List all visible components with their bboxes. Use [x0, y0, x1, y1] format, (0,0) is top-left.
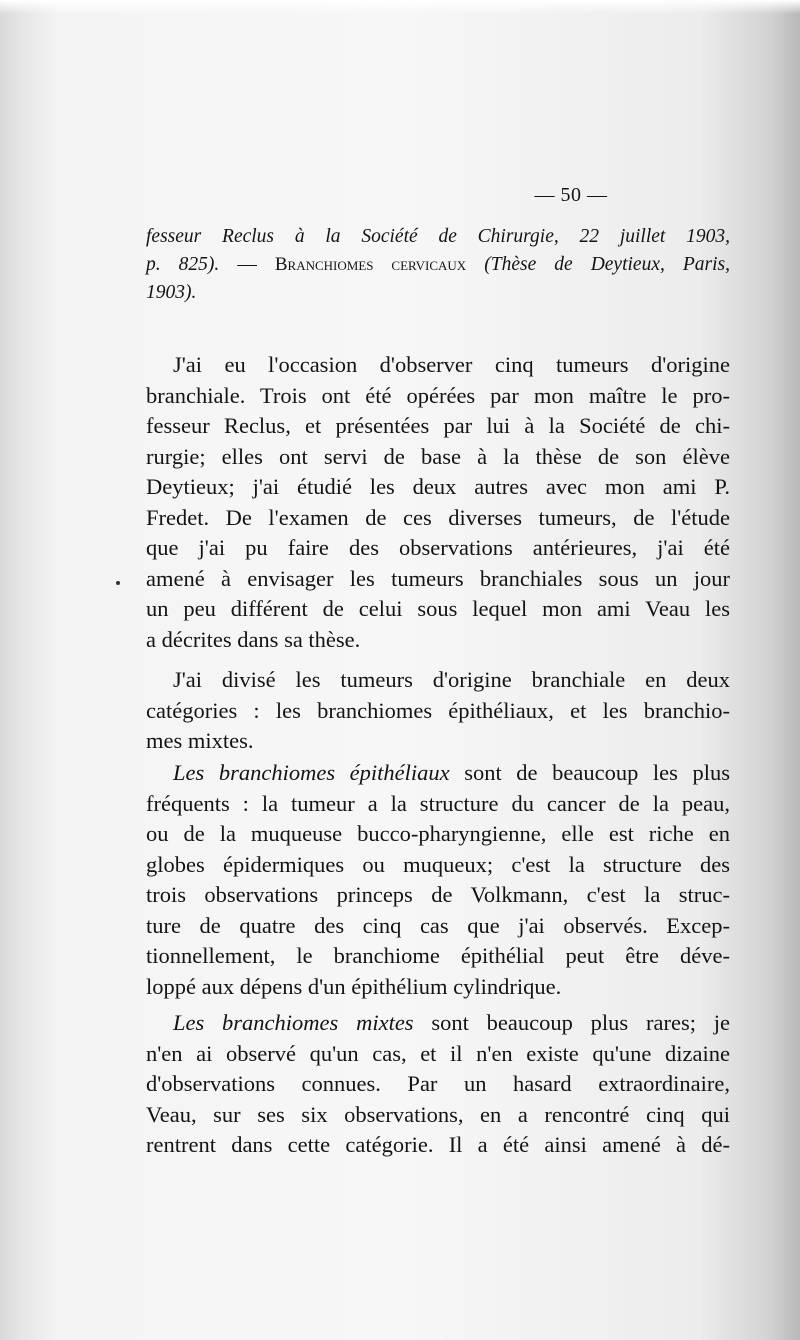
paragraph-2 [146, 665, 730, 757]
paragraph-line: ou de la muqueuse bucco-pharyngienne, elle est riche en [146, 821, 730, 846]
paragraph-line: rurgie; elles ont servi de base à la thèse de son élève [146, 443, 730, 469]
paragraph-line: trois observations princeps de Volkmann, c'est la struc- [146, 882, 730, 907]
italic-term: Les branchiomes mixtes [173, 1010, 414, 1035]
paragraph-line: d'observations connues. Par un hasard extraordinaire, [146, 1071, 730, 1096]
paragraph-line: Les branchiomes mixtes sont beaucoup plus rares; je [173, 1010, 730, 1035]
paragraph-4 [146, 1008, 730, 1161]
paragraph-line: loppé aux dépens d'un épithélium cylindrique. [146, 973, 562, 999]
paragraph-3 [146, 758, 730, 1002]
paragraph-line: Fredet. De l'examen de ces diverses tumeurs, de l'étude [146, 504, 730, 530]
paragraph-1 [146, 350, 730, 655]
paragraph-line: J'ai eu l'occasion d'observer cinq tumeurs d'origine [173, 352, 730, 377]
citation-title-smallcaps: Branchiomes cervicaux [274, 254, 467, 275]
paragraph-line: branchiale. Trois ont été opérées par mon maître le pro- [146, 382, 730, 408]
paragraph-line: Veau, sur ses six observations, en a rencontré cinq qui [146, 1101, 730, 1127]
margin-speck [116, 581, 120, 585]
citation-line-1: fesseur Reclus à la Société de Chirurgie, 22 juillet 1903, [146, 226, 730, 247]
paragraph-line: fréquents : la tumeur a la structure du cancer de la peau, [146, 790, 730, 816]
paragraph-line: n'en ai observé qu'un cas, et il n'en existe qu'une dizaine [146, 1040, 730, 1066]
paragraph-line: tionnellement, le branchiome épithélial peut être déve- [146, 943, 730, 968]
paragraph-line: Les branchiomes épithéliaux sont de beaucoup les plus [173, 760, 730, 785]
paragraph-line: que j'ai pu faire des observations antérieures, j'ai été [146, 535, 730, 560]
page-number: — 50 — [534, 184, 608, 206]
paragraph-line: rentrent dans cette catégorie. Il a été ainsi amené à dé- [146, 1132, 730, 1157]
paragraph-line: amené à envisager les tumeurs branchiales sous un jour [146, 565, 730, 591]
paragraph-line: un peu différent de celui sous lequel mon ami Veau les [146, 596, 730, 621]
paragraph-line: Deytieux; j'ai étudié les deux autres avec mon ami P. [146, 474, 730, 499]
paragraph-line: fesseur Reclus, et présentées par lui à la Société de chi- [146, 413, 730, 438]
paragraph-line: ture de quatre des cinq cas que j'ai observés. Excep- [146, 912, 730, 938]
italic-term: Les branchiomes épithéliaux [173, 760, 450, 785]
paragraph-line: catégories : les branchiomes épithéliaux, et les branchio- [146, 697, 730, 723]
paragraph-line: mes mixtes. [146, 728, 254, 753]
paragraph-line: a décrites dans sa thèse. [146, 626, 361, 652]
paragraph-line: globes épidermiques ou muqueux; c'est la structure des [146, 851, 730, 877]
citation-line-3: 1903). [146, 282, 197, 303]
paragraph-line: J'ai divisé les tumeurs d'origine branchiale en deux [173, 667, 730, 692]
citation-line-2: p. 825). — Branchiomes cervicaux (Thèse de Deytieux, Paris, [146, 254, 731, 275]
citation-continuation [146, 223, 730, 307]
